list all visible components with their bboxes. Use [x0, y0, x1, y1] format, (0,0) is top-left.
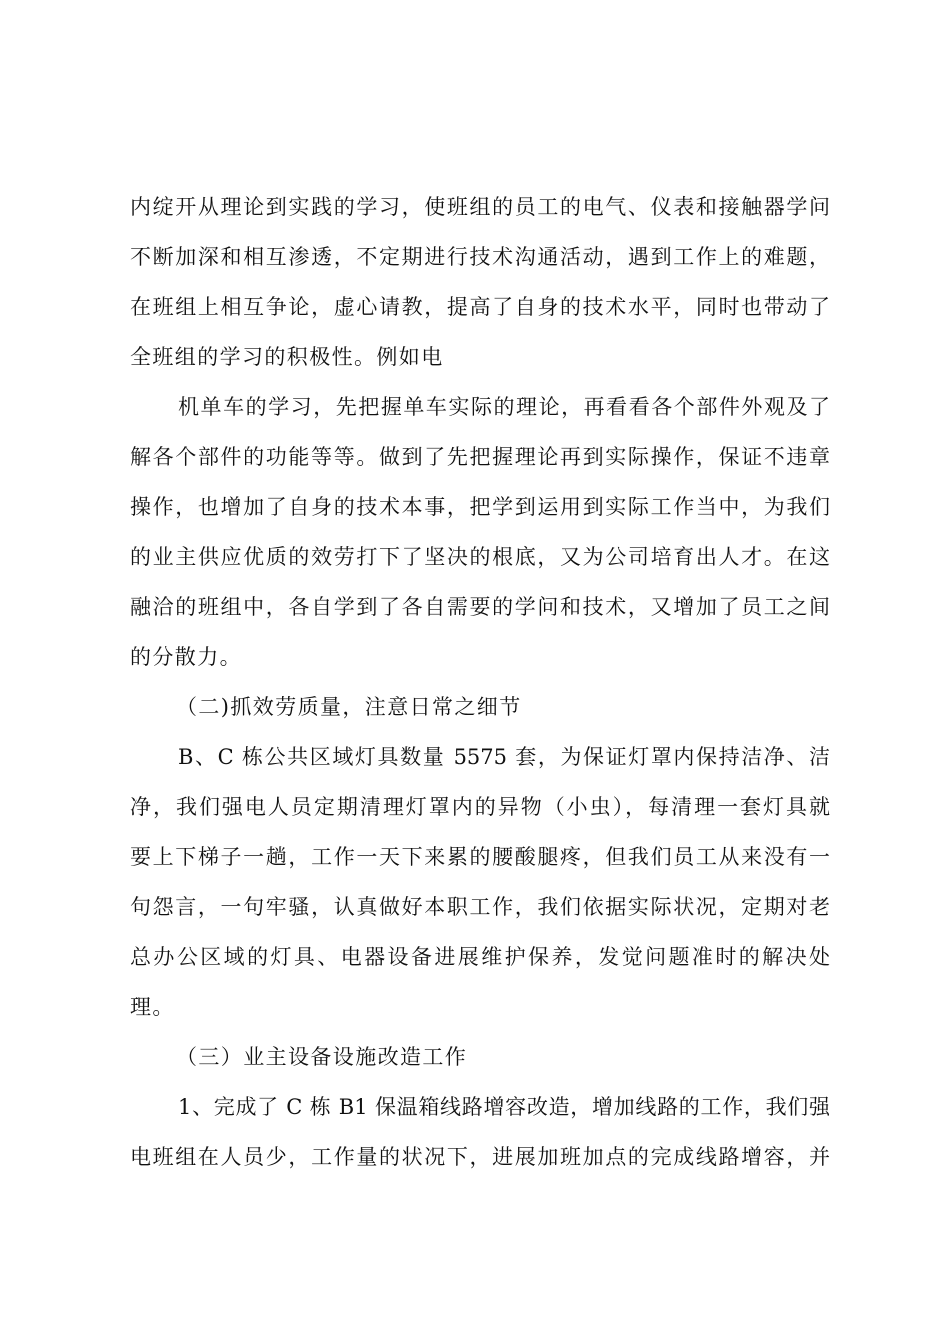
paragraph-line: 机单车的学习，先把握单车实际的理论，再看看各个部件外观及了	[178, 395, 830, 419]
paragraph-line: 操作，也增加了自身的技术本事，把学到运用到实际工作当中，为我们	[130, 495, 830, 519]
paragraph-line: 全班组的学习的积极性。例如电	[130, 345, 444, 369]
paragraph-line: 句怨言，一句牢骚，认真做好本职工作，我们依据实际状况，定期对老	[130, 895, 830, 919]
section-heading: （二)抓效劳质量，注意日常之细节	[176, 695, 522, 719]
paragraph-line: 不断加深和相互渗透，不定期进行技术沟通活动，遇到工作上的难题，	[130, 245, 830, 269]
paragraph-line: 要上下梯子一趟，工作一天下来累的腰酸腿疼，但我们员工从来没有一	[130, 845, 830, 869]
paragraph-line: 融洽的班组中，各自学到了各自需要的学问和技术，又增加了员工之间	[130, 595, 830, 619]
paragraph-line: 的分散力。	[130, 645, 242, 669]
paragraph-line: 总办公区域的灯具、电器设备进展维护保养，发觉问题准时的解决处	[130, 945, 830, 969]
paragraph-line: 净，我们强电人员定期清理灯罩内的异物（小虫），每清理一套灯具就	[130, 795, 830, 819]
paragraph-line: 内绽开从理论到实践的学习，使班组的员工的电气、仪表和接触器学问	[130, 195, 830, 219]
paragraph-line: B、C 栋公共区域灯具数量 5575 套，为保证灯罩内保持洁净、洁	[178, 745, 830, 769]
paragraph-line: 解各个部件的功能等等。做到了先把握理论再到实际操作，保证不违章	[130, 445, 830, 469]
paragraph-line: 1、完成了 C 栋 B1 保温箱线路增容改造，增加线路的工作，我们强	[178, 1095, 830, 1119]
section-heading: （三）业主设备设施改造工作	[176, 1045, 468, 1069]
paragraph-line: 在班组上相互争论，虚心请教，提高了自身的技术水平，同时也带动了	[130, 295, 830, 319]
paragraph-line: 的业主供应优质的效劳打下了坚决的根底，又为公司培育出人才。在这	[130, 545, 830, 569]
paragraph-line: 电班组在人员少，工作量的状况下，进展加班加点的完成线路增容，并	[130, 1145, 830, 1169]
paragraph-line: 理。	[130, 995, 175, 1019]
